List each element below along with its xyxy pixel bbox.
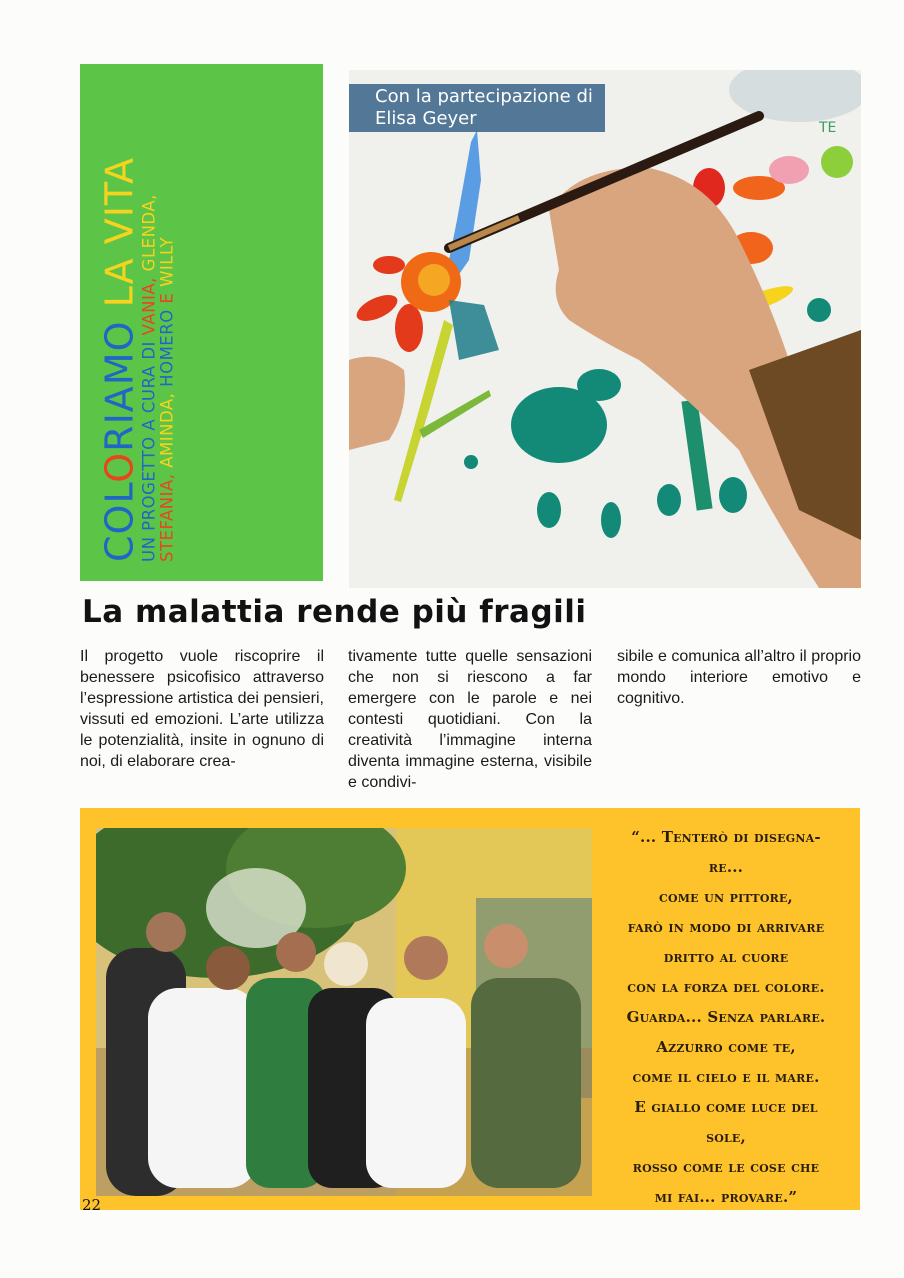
article-title: [97, 82, 177, 562]
title-segment: RIAMO: [97, 307, 142, 452]
poem-line: sole,: [706, 1128, 746, 1146]
title-segment: AMINDA,: [157, 386, 177, 468]
page-number: 22: [82, 1196, 102, 1214]
caption-line-2: Elisa Geyer: [375, 108, 477, 129]
title-line-credits: [141, 82, 159, 562]
photo-caption: [349, 84, 605, 132]
poem-line: E giallo come luce del: [634, 1098, 818, 1116]
title-segment: HOMERO: [157, 303, 177, 387]
poem-line: Azzurro come te,: [656, 1038, 796, 1056]
group-photo-illustration: [96, 828, 592, 1196]
poem-line: mi fai... provare.”: [654, 1188, 798, 1206]
poem-line: come un pittore,: [659, 888, 793, 906]
poem-line: farò in modo di arrivare: [627, 918, 825, 936]
title-segment: LA VITA: [97, 156, 142, 308]
title-line-names: [159, 82, 177, 562]
poem-line: “... Tenterò di disegna-: [631, 828, 821, 846]
caption-line-1: Con la partecipazione di: [375, 86, 593, 107]
poem-line: re...: [708, 858, 744, 876]
title-line-main: [97, 82, 142, 562]
body-column-3: sibile e comunica all’altro il proprio mondo interiore emotivo e cognitivo.: [617, 648, 861, 707]
paper-text: TE: [819, 120, 837, 136]
title-segment: COL: [97, 482, 142, 562]
poem: [598, 822, 854, 1212]
painting-illustration: [349, 70, 861, 588]
poem-line: Guarda... Senza parlare.: [626, 1008, 826, 1026]
title-segment: VANIA,: [139, 271, 159, 336]
poem-line: con la forza del colore.: [627, 978, 825, 996]
title-segment: STEFANIA,: [157, 467, 177, 562]
title-segment: GLENDA,: [139, 194, 159, 272]
body-column-2: tivamente tutte quelle sensazioni che non si riescono a far emergere con le parole e nei contesti quotidiani. Con la creatività l’immagine interna diventa immagine esterna, visibile e condivi-: [348, 648, 592, 791]
body-column-1: Il progetto vuole riscoprire il benessere psicofisico attraverso l’espressione artistica dei pensieri, vissuti ed emozioni. L’arte utilizza le potenzialità, insite in ognuno di noi, di elaborare crea-: [80, 648, 324, 770]
title-segment: UN PROGETTO A CURA DI: [139, 335, 159, 562]
poem-line: rosso come le cose che: [632, 1158, 820, 1176]
painting-photo: [349, 70, 861, 588]
title-segment: WILLY: [157, 236, 177, 287]
title-segment: E: [157, 286, 177, 304]
title-segment: O: [97, 451, 142, 483]
poem-line: dritto al cuore: [663, 948, 789, 966]
headline: La malattia rende più fragili: [82, 594, 587, 630]
group-photo: [96, 828, 592, 1196]
poem-line: come il cielo e il mare.: [632, 1068, 820, 1086]
